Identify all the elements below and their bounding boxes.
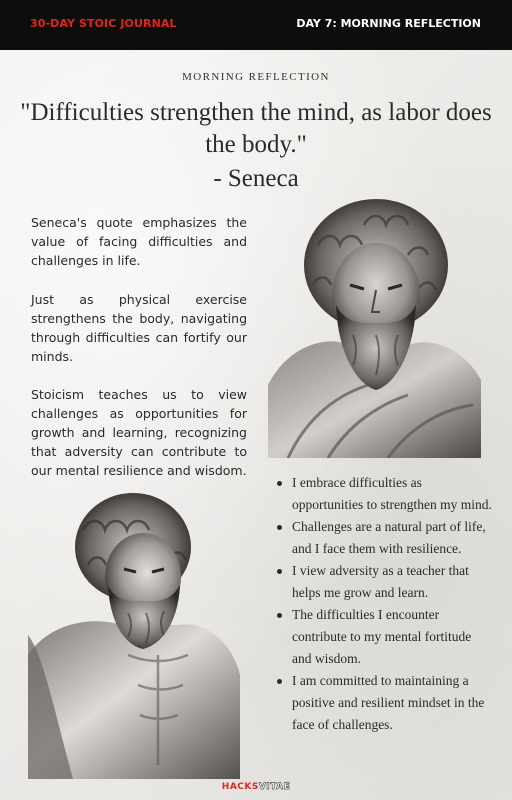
list-item (274, 472, 494, 516)
affirmations-list (274, 472, 494, 736)
brand-logo (0, 782, 512, 792)
affirmation-text: The difficulties I encounter contribute to my mental fortitude and wisdom. (292, 607, 472, 666)
list-item (274, 560, 494, 604)
paragraph-1: Seneca's quote emphasizes the value of facing difficulties and challenges in life. (31, 215, 247, 268)
day-title: DAY 7: MORNING REFLECTION (296, 17, 481, 30)
affirmation-text: I view adversity as a teacher that helps me grow and learn. (292, 563, 469, 600)
list-item (274, 670, 494, 736)
stoic-statue-image (28, 485, 240, 779)
paragraph-2: Just as physical exercise strengthens the body, navigating through difficulties can fortify our minds. (31, 292, 247, 364)
bullet-icon (277, 481, 282, 486)
list-item (274, 604, 494, 670)
paragraph-3: Stoicism teaches us to view challenges as opportunities for growth and learning, recognizing that adversity can contribute to our mental resilience and wisdom. (31, 387, 247, 478)
bullet-icon (277, 569, 282, 574)
affirmation-text: Challenges are a natural part of life, and I face them with resilience. (292, 519, 486, 556)
section-label: MORNING REFLECTION (182, 71, 330, 83)
header-bar (0, 0, 512, 50)
affirmation-text: I am committed to maintaining a positive and resilient mindset in the face of challenges. (292, 673, 485, 732)
affirmation-text: I embrace difficulties as opportunities to strengthen my mind. (292, 475, 492, 512)
bullet-icon (277, 613, 282, 618)
stoic-bust-image (268, 195, 481, 458)
brand-part-2: VITAE (258, 782, 291, 792)
bullet-icon (277, 679, 282, 684)
quote-author: - Seneca (213, 165, 299, 192)
bullet-icon (277, 525, 282, 530)
list-item (274, 516, 494, 560)
brand-part-1: HACKS (221, 782, 259, 792)
journal-title: 30-DAY STOIC JOURNAL (30, 17, 177, 30)
quote-text: "Difficulties strengthen the mind, as labor does the body." (20, 99, 492, 158)
